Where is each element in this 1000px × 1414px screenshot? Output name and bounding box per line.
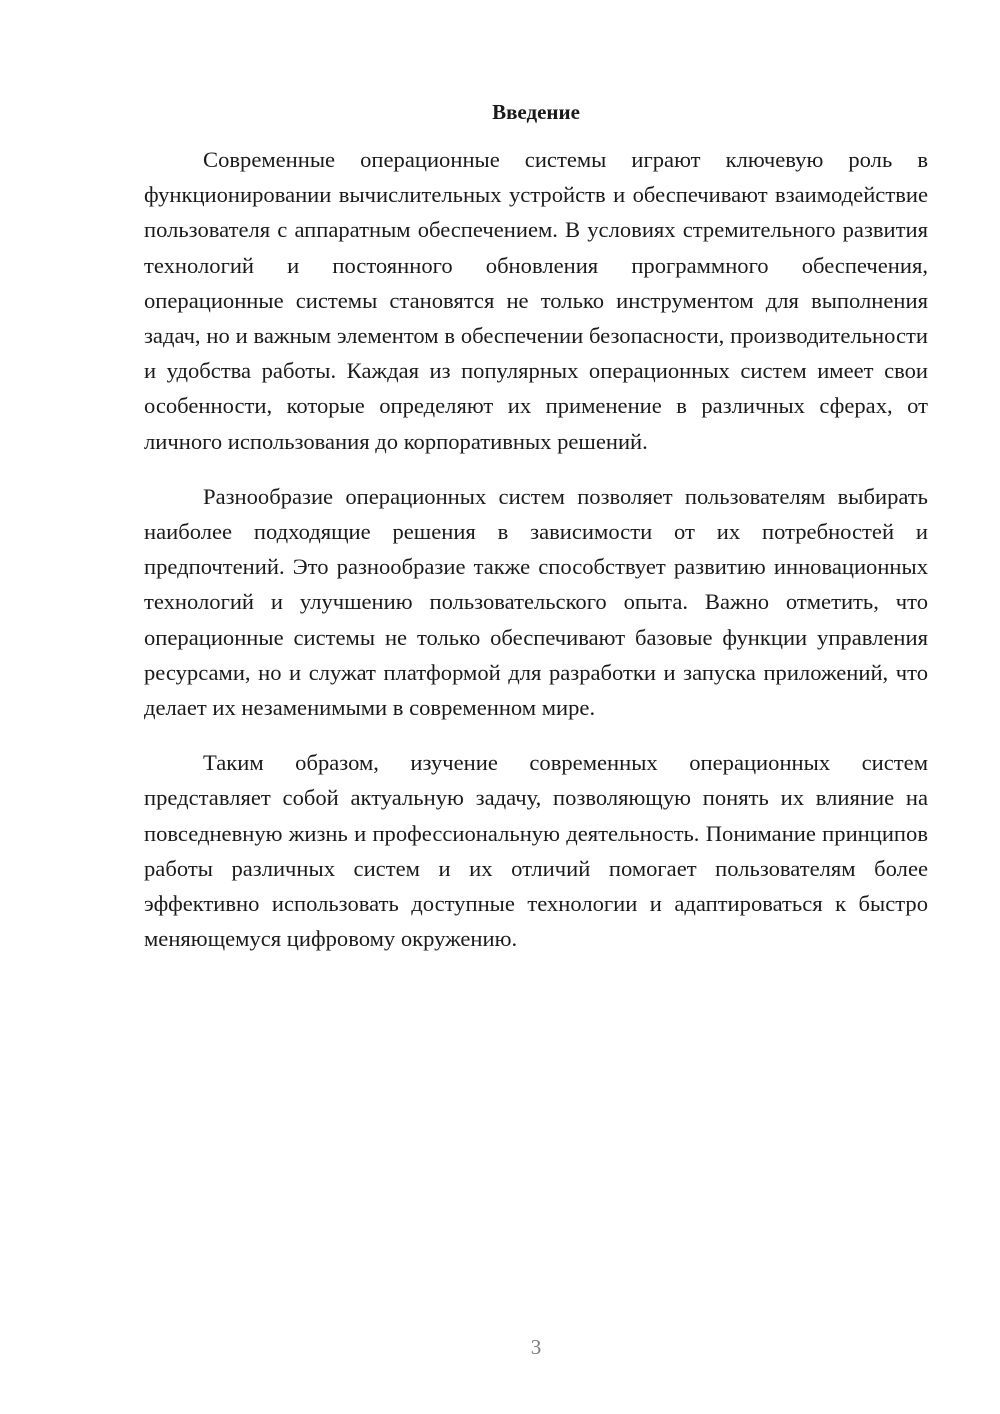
section-title: Введение bbox=[492, 100, 580, 124]
paragraph-1: Современные операционные системы играют ключевую роль в функционировании вычислительных устройств и обеспечивают взаимодействие пользователя с аппаратным обеспечением. В условиях стремительного развития технологий и постоянного обновления программного обеспечения, операционные системы становятся не только инструментом для выполнения задач, но и важным элементом в обеспечении безопасности, производительности и удобства работы. Каждая из популярных операционных систем имеет свои особенности, которые определяют их применение в различных сферах, от личного использования до корпоративных решений. bbox=[144, 147, 928, 454]
body-text bbox=[144, 142, 928, 956]
paragraph-3: Таким образом, изучение современных операционных систем представляет собой актуальную задачу, позволяющую понять их влияние на повседневную жизнь и профессиональную деятельность. Понимание принципов работы различных систем и их отличий помогает пользователям более эффективно использовать доступные технологии и адаптироваться к быстро меняющемуся цифровому окружению. bbox=[144, 750, 928, 952]
paragraph-2: Разнообразие операционных систем позволяет пользователям выбирать наиболее подходящие решения в зависимости от их потребностей и предпочтений. Это разнообразие также способствует развитию инновационных технологий и улучшению пользовательского опыта. Важно отметить, что операционные системы не только обеспечивают базовые функции управления ресурсами, но и служат платформой для разработки и запуска приложений, что делает их незаменимыми в современном мире. bbox=[144, 483, 928, 721]
page-number: 3 bbox=[530, 1335, 542, 1359]
